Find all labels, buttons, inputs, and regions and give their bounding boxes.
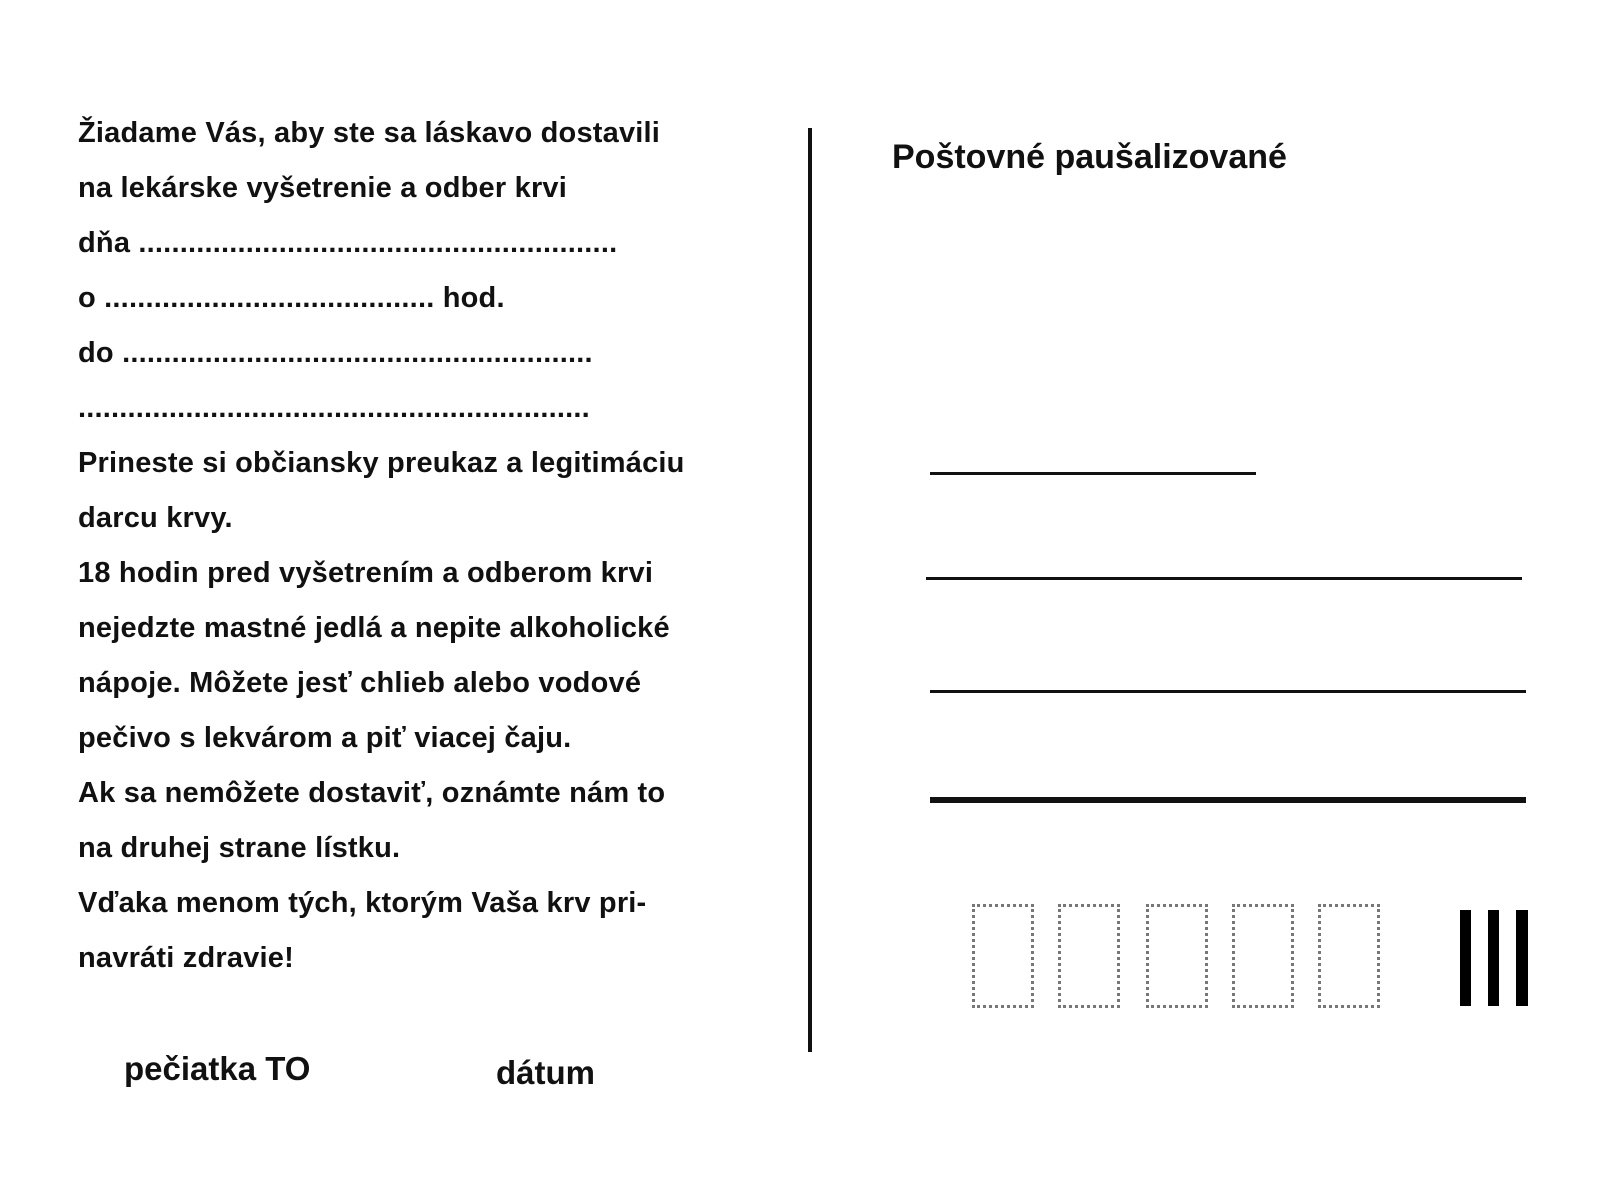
- message-line-14: na druhej strane lístku.: [78, 832, 401, 864]
- message-block: [78, 106, 778, 986]
- zip-code-box: [972, 904, 1034, 1008]
- time-field-line: o ........................................ hod.: [78, 282, 505, 314]
- message-line-11: nápoje. Môžete jesť chlieb alebo vodové: [78, 667, 642, 699]
- date-field-line: dňa ..........................................................: [78, 227, 618, 259]
- message-line-2: na lekárske vyšetrenie a odber krvi: [78, 172, 568, 204]
- zip-code-box: [1146, 904, 1208, 1008]
- message-line-10: nejedzte mastné jedlá a nepite alkoholické: [78, 612, 670, 644]
- address-line-4: [930, 797, 1526, 803]
- postage-label: Poštovné paušalizované: [892, 138, 1287, 176]
- message-line-15: Vďaka menom tých, ktorým Vaša krv pri-: [78, 887, 647, 919]
- address-line-2: [926, 577, 1522, 580]
- message-line-13: Ak sa nemôžete dostaviť, oznámte nám to: [78, 777, 666, 809]
- message-line-1: Žiadame Vás, aby ste sa láskavo dostavili: [78, 117, 661, 149]
- zip-code-box: [1058, 904, 1120, 1008]
- postal-bar-mark: [1516, 910, 1528, 1006]
- extra-field-line: ..............................................................: [78, 392, 590, 424]
- zip-code-box: [1232, 904, 1294, 1008]
- postal-bar-mark: [1460, 910, 1471, 1006]
- address-line-1: [930, 472, 1256, 475]
- postal-bar-mark: [1488, 910, 1499, 1006]
- place-field-line: do .........................................................: [78, 337, 593, 369]
- message-line-7: Prineste si občiansky preukaz a legitimáciu: [78, 447, 685, 479]
- zip-code-box: [1318, 904, 1380, 1008]
- message-line-8: darcu krvy.: [78, 502, 233, 534]
- message-line-9: 18 hodin pred vyšetrením a odberom krvi: [78, 557, 654, 589]
- center-divider: [808, 128, 812, 1052]
- date-label: dátum: [496, 1054, 595, 1091]
- stamp-label: pečiatka TO: [124, 1050, 311, 1087]
- message-line-12: pečivo s lekvárom a piť viacej čaju.: [78, 722, 572, 754]
- message-line-16: navráti zdravie!: [78, 942, 294, 974]
- address-line-3: [930, 690, 1526, 693]
